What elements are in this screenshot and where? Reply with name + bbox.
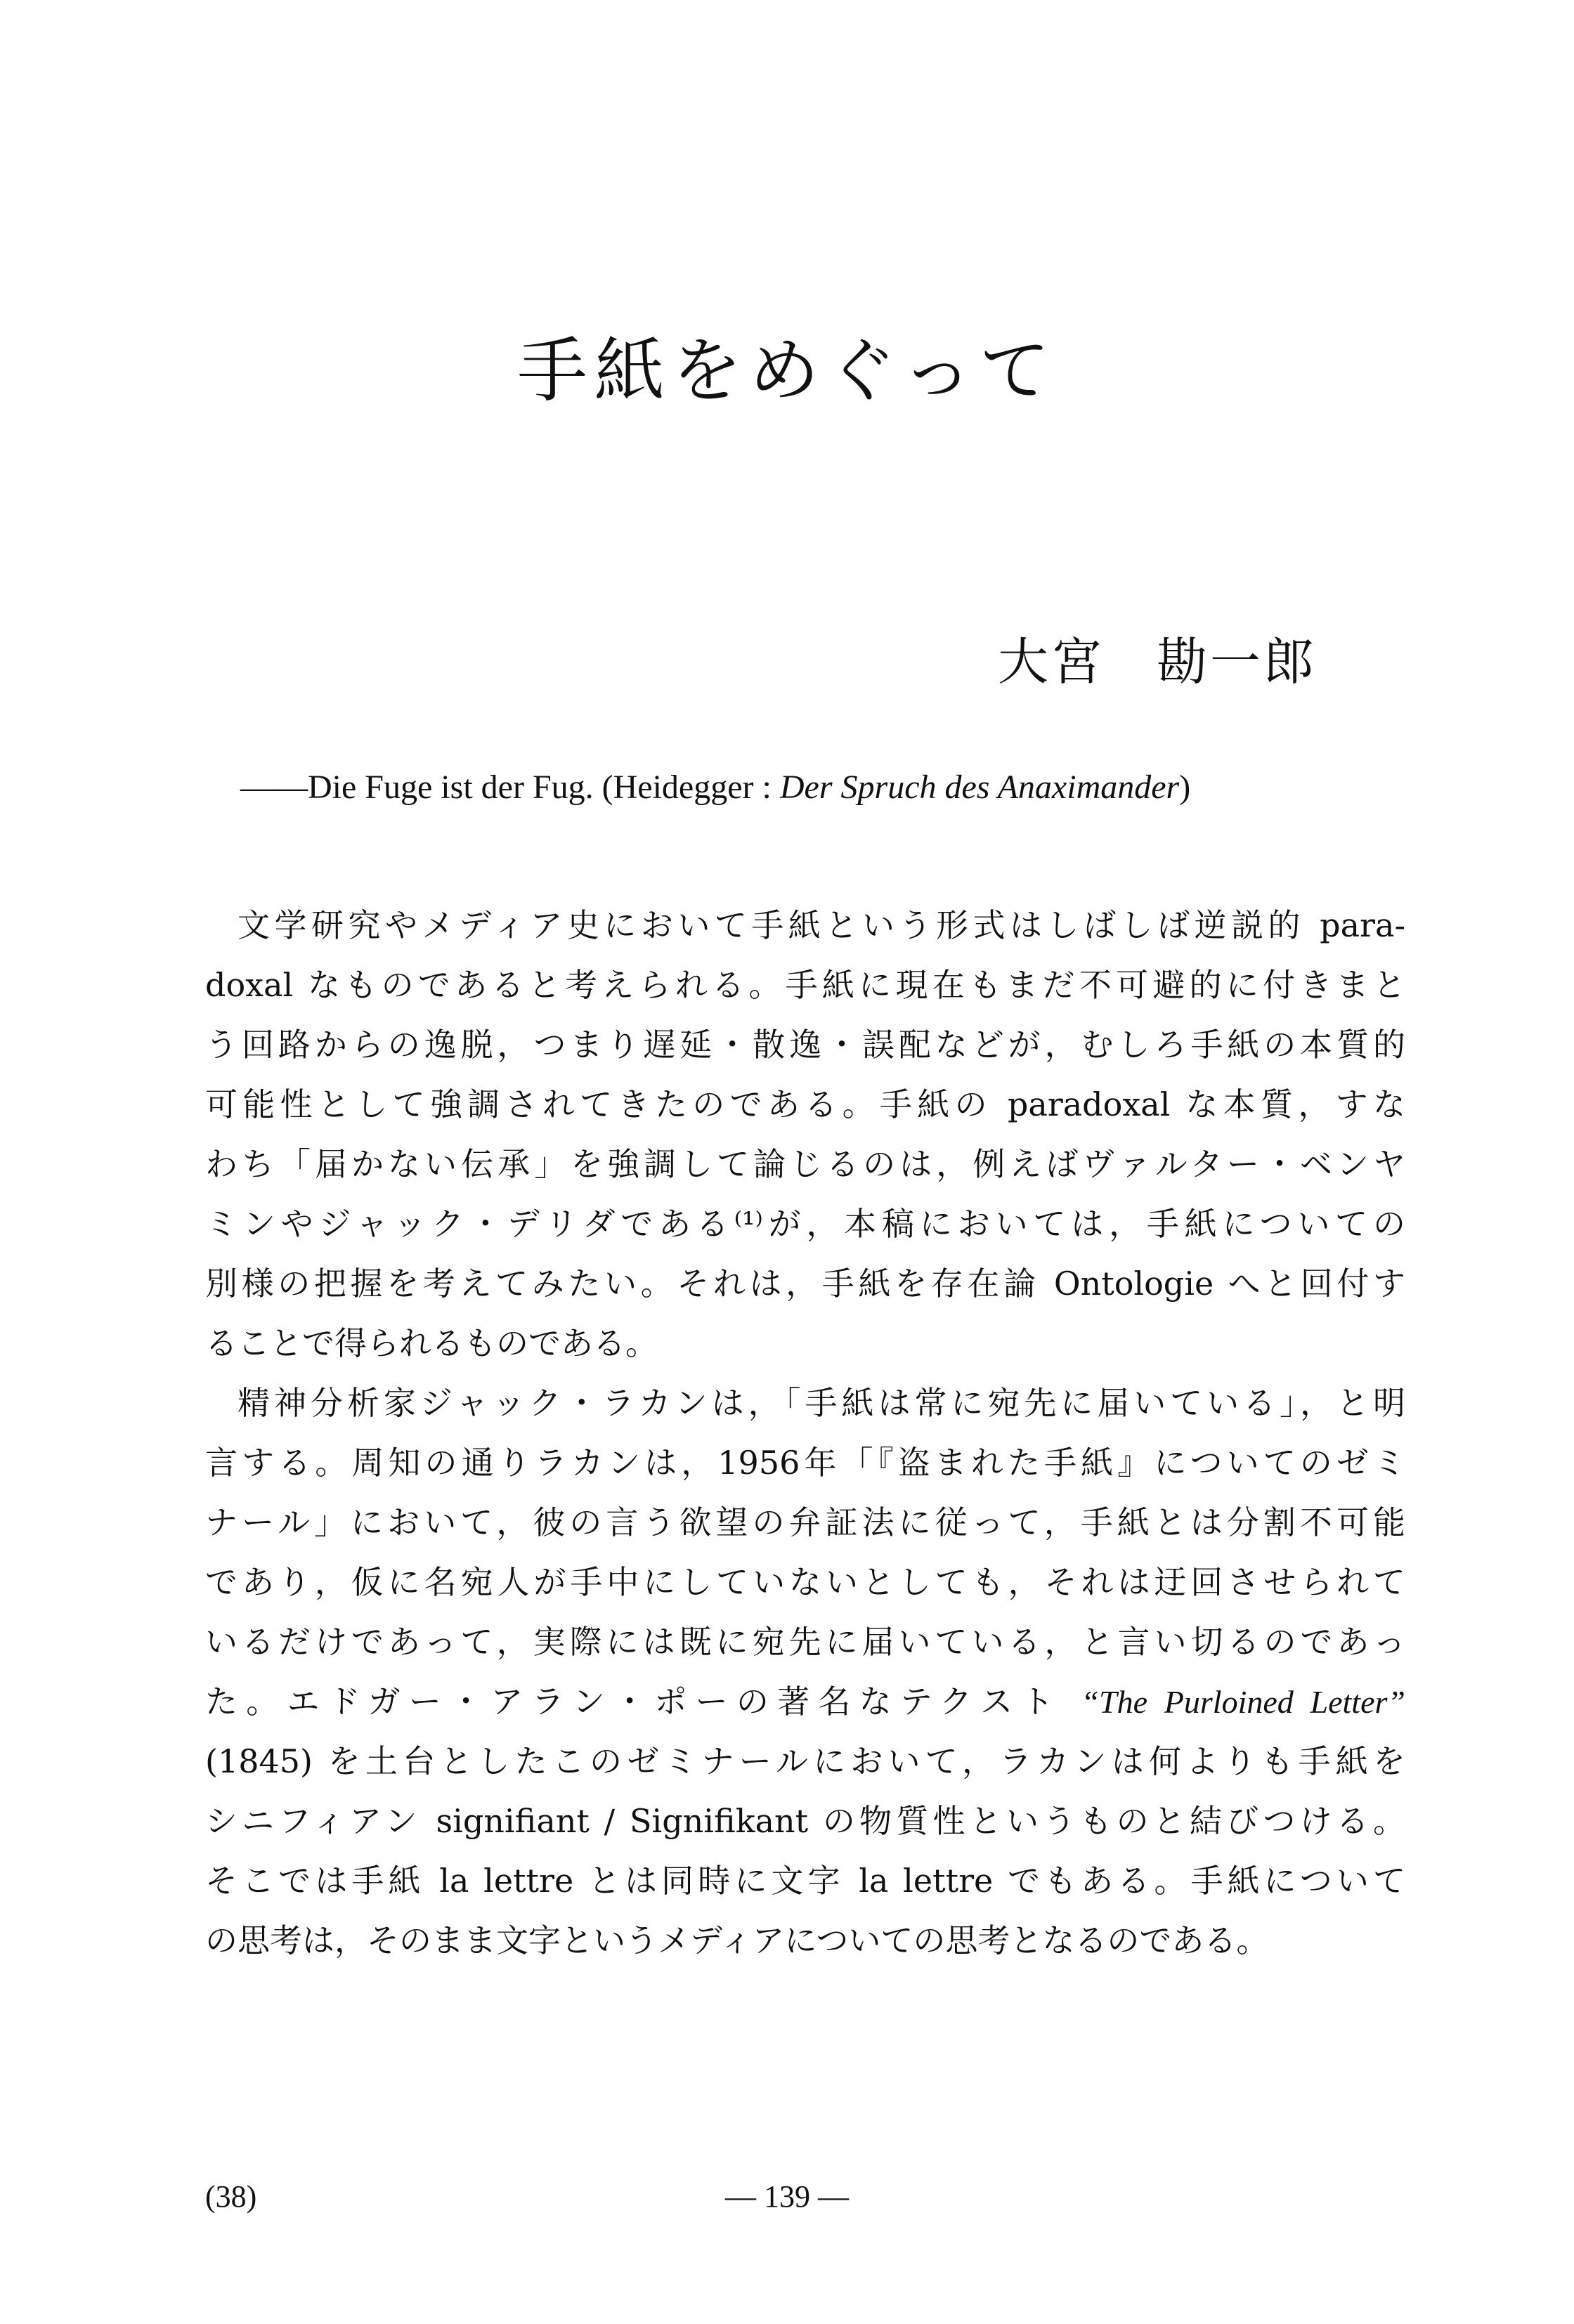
body-line: ることで得られるものである。 [205, 1324, 658, 1362]
page-title: 手紙をめぐって [517, 329, 1057, 412]
page-number: — 139 — [725, 2179, 849, 2214]
body-line: 言する。周知の通りラカンは，1956年「『盗まれた手紙』についてのゼミ [205, 1444, 1405, 1482]
poe-work-title: “The Purloined Letter” [1081, 1684, 1405, 1720]
author-family-name: 大宮 [998, 632, 1105, 691]
body-line-with-title [205, 1677, 1405, 1726]
epigraph-dash: —— [240, 769, 308, 806]
body-line: doxal なものであると考えられる。手紙に現在もまだ不可避的に付きまと [205, 966, 1405, 1004]
body-line-text: た。エドガー・アラン・ポーの著名なテクスト [205, 1683, 1081, 1721]
body-line: ナール」において，彼の言う欲望の弁証法に従って，手紙とは分割不可能 [205, 1503, 1405, 1541]
body-line: 精神分析家ジャック・ラカンは，「手紙は常に宛先に届いている」，と明 [238, 1384, 1405, 1422]
epigraph-work-title: Der Spruch des Anaximander [779, 769, 1180, 806]
epigraph [240, 771, 1190, 804]
body-line: (1845) を土台としたこのゼミナールにおいて，ラカンは何よりも手紙を [205, 1742, 1405, 1780]
epigraph-attribution-close: ) [1179, 769, 1191, 806]
author-name [998, 632, 1318, 691]
body-line: そこでは手紙 la lettre とは同時に文字 la lettre でもある。手紙について [205, 1862, 1405, 1900]
body-line: シニフィアン signifiant / Signifikant の物質性というものと結びつける。 [205, 1802, 1405, 1840]
body-line: わち「届かない伝承」を強調して論じるのは，例えばヴァルター・ベンヤ [205, 1145, 1405, 1183]
author-given-name: 勘一郎 [1157, 632, 1318, 691]
body-line: う回路からの逸脱，つまり遅延・散逸・誤配などが，むしろ手紙の本質的 [205, 1026, 1405, 1064]
body-line: の思考は，そのまま文字というメディアについての思考となるのである。 [205, 1921, 1269, 1959]
body-line: 可能性として強調されてきたのである。手紙の paradoxal な本質，すな [205, 1085, 1405, 1123]
journal-page-number: (38) [205, 2179, 257, 2214]
body-line: ミンやジャック・デリダである⁽¹⁾が，本稿においては，手紙についての [205, 1205, 1405, 1243]
epigraph-attribution-open: (Heidegger : [593, 769, 780, 806]
body-line: であり，仮に名宛人が手中にしていないとしても，それは迂回させられて [205, 1563, 1405, 1601]
body-line: 別様の把握を考えてみたい。それは，手紙を存在論 Ontologie へと回付す [205, 1265, 1405, 1303]
body-line: いるだけであって，実際には既に宛先に届いている，と言い切るのであっ [205, 1623, 1405, 1661]
body-line: 文学研究やメディア史において手紙という形式はしばしば逆説的 para- [238, 906, 1405, 944]
epigraph-quote: Die Fuge ist der Fug. [308, 769, 594, 806]
